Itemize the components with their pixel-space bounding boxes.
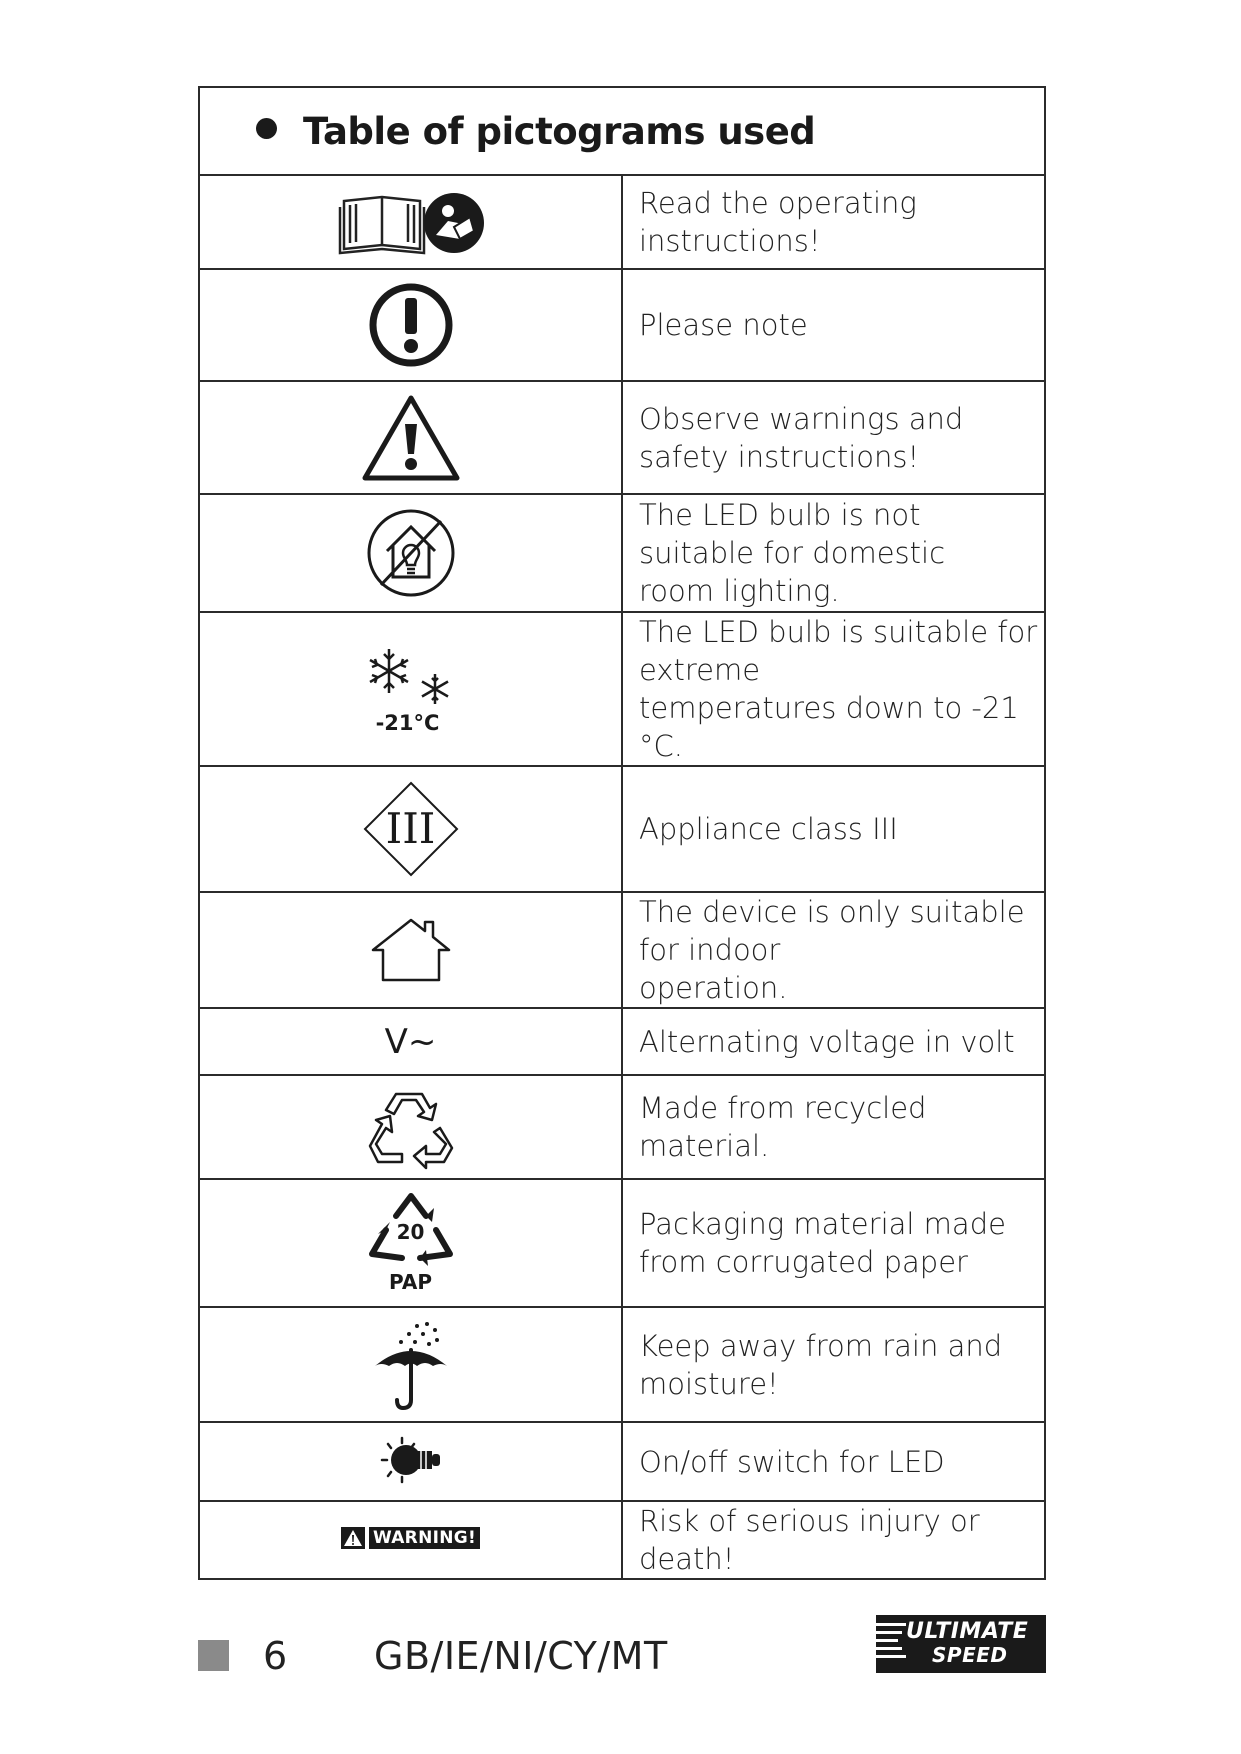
brand-logo: [876, 1615, 1046, 1673]
table-row: [199, 381, 1045, 494]
icon-cell: [199, 1179, 622, 1307]
table-row: [199, 269, 1045, 381]
description-cell: [622, 1008, 1045, 1075]
table-row: [199, 1075, 1045, 1179]
table-row: [199, 1008, 1045, 1075]
description-text: Read the operating instructions!: [639, 186, 917, 258]
description-text: On/off switch for LED: [639, 1444, 945, 1479]
description-text: Observe warnings and safety instructions!: [639, 401, 964, 474]
description-text: Risk of serious injury or death!: [639, 1504, 980, 1576]
description-cell: [622, 1307, 1045, 1422]
class-iii-label: III: [385, 804, 436, 853]
icon-cell: [199, 381, 622, 494]
exclamation-circle-icon: [366, 280, 456, 370]
table-row: [199, 766, 1045, 892]
recycle-icon: [366, 1084, 456, 1170]
description-text: Alternating voltage in volt: [639, 1024, 1015, 1059]
description-text: from corrugated paper: [639, 1245, 968, 1279]
led-bulb-icon: [376, 1434, 446, 1490]
bullet-icon: [256, 118, 277, 139]
icon-cell: [199, 892, 622, 1008]
description-text: temperatures down to -21 °C.: [639, 691, 1019, 763]
description-cell: [622, 612, 1045, 766]
description-text: Made from recycled material.: [639, 1091, 927, 1163]
footer-languages: GB/IE/NI/CY/MT: [374, 1634, 668, 1678]
page-title: Table of pictograms used: [303, 109, 816, 153]
icon-cell: [199, 1075, 622, 1179]
warning-triangle-icon: [359, 392, 463, 484]
umbrella-rain-icon: [371, 1320, 451, 1410]
description-cell: [622, 1075, 1045, 1179]
page-number: 6: [263, 1634, 288, 1678]
logo-line1: ULTIMATE: [906, 1619, 1029, 1644]
icon-cell: [199, 1501, 622, 1579]
description-text: Appliance class III: [639, 812, 898, 846]
icon-cell: [199, 175, 622, 269]
pap-label: PAP: [389, 1270, 432, 1294]
icon-cell: [199, 612, 622, 766]
warning-label-triangle-icon: [341, 1527, 365, 1549]
icon-cell: [199, 766, 622, 892]
table-row: [199, 1422, 1045, 1501]
description-cell: [622, 269, 1045, 381]
pictogram-table-container: [198, 86, 1046, 1580]
description-cell: [622, 494, 1045, 612]
table-row: [199, 892, 1045, 1008]
table-row: [199, 1501, 1045, 1579]
logo-line2: SPEED: [932, 1643, 1008, 1667]
description-cell: [622, 1179, 1045, 1307]
table-row: [199, 494, 1045, 612]
icon-cell: [199, 1307, 622, 1422]
description-cell: [622, 1422, 1045, 1501]
description-text: Please note: [639, 308, 808, 342]
icon-cell: [199, 1008, 622, 1075]
description-text: room lighting.: [639, 574, 840, 608]
voltage-icon: V~: [384, 1021, 437, 1062]
description-cell: [622, 892, 1045, 1008]
description-text: The LED bulb is suitable for extreme: [639, 615, 1038, 687]
no-domestic-lighting-icon: [363, 505, 459, 601]
table-row: [199, 175, 1045, 269]
description-text: The device is only suitable for indoor: [639, 895, 1025, 967]
icon-cell: [199, 269, 622, 381]
icon-cell: [199, 494, 622, 612]
table-row: [199, 612, 1045, 766]
description-cell: [622, 1501, 1045, 1579]
description-text: Keep away from rain and moisture!: [639, 1328, 1003, 1401]
temperature-label: -21°C: [375, 711, 440, 735]
description-text: Packaging material made: [639, 1207, 1006, 1241]
pictogram-table: [198, 86, 1046, 1580]
snowflake-icon: [361, 641, 461, 711]
description-text: operation.: [639, 971, 788, 1005]
description-cell: [622, 766, 1045, 892]
read-instructions-icon: [336, 187, 486, 257]
warning-label-icon: WARNING!: [369, 1527, 480, 1549]
description-cell: [622, 381, 1045, 494]
description-text: The LED bulb is not suitable for domestic: [639, 498, 946, 570]
indoor-house-icon: [369, 916, 453, 984]
table-row: [199, 1179, 1045, 1307]
footer-marker-square: [198, 1640, 229, 1671]
icon-cell: [199, 1422, 622, 1501]
title-cell: [199, 87, 1045, 175]
description-cell: [622, 175, 1045, 269]
table-row: [199, 1307, 1045, 1422]
recycling-code-label: 20: [396, 1220, 425, 1244]
